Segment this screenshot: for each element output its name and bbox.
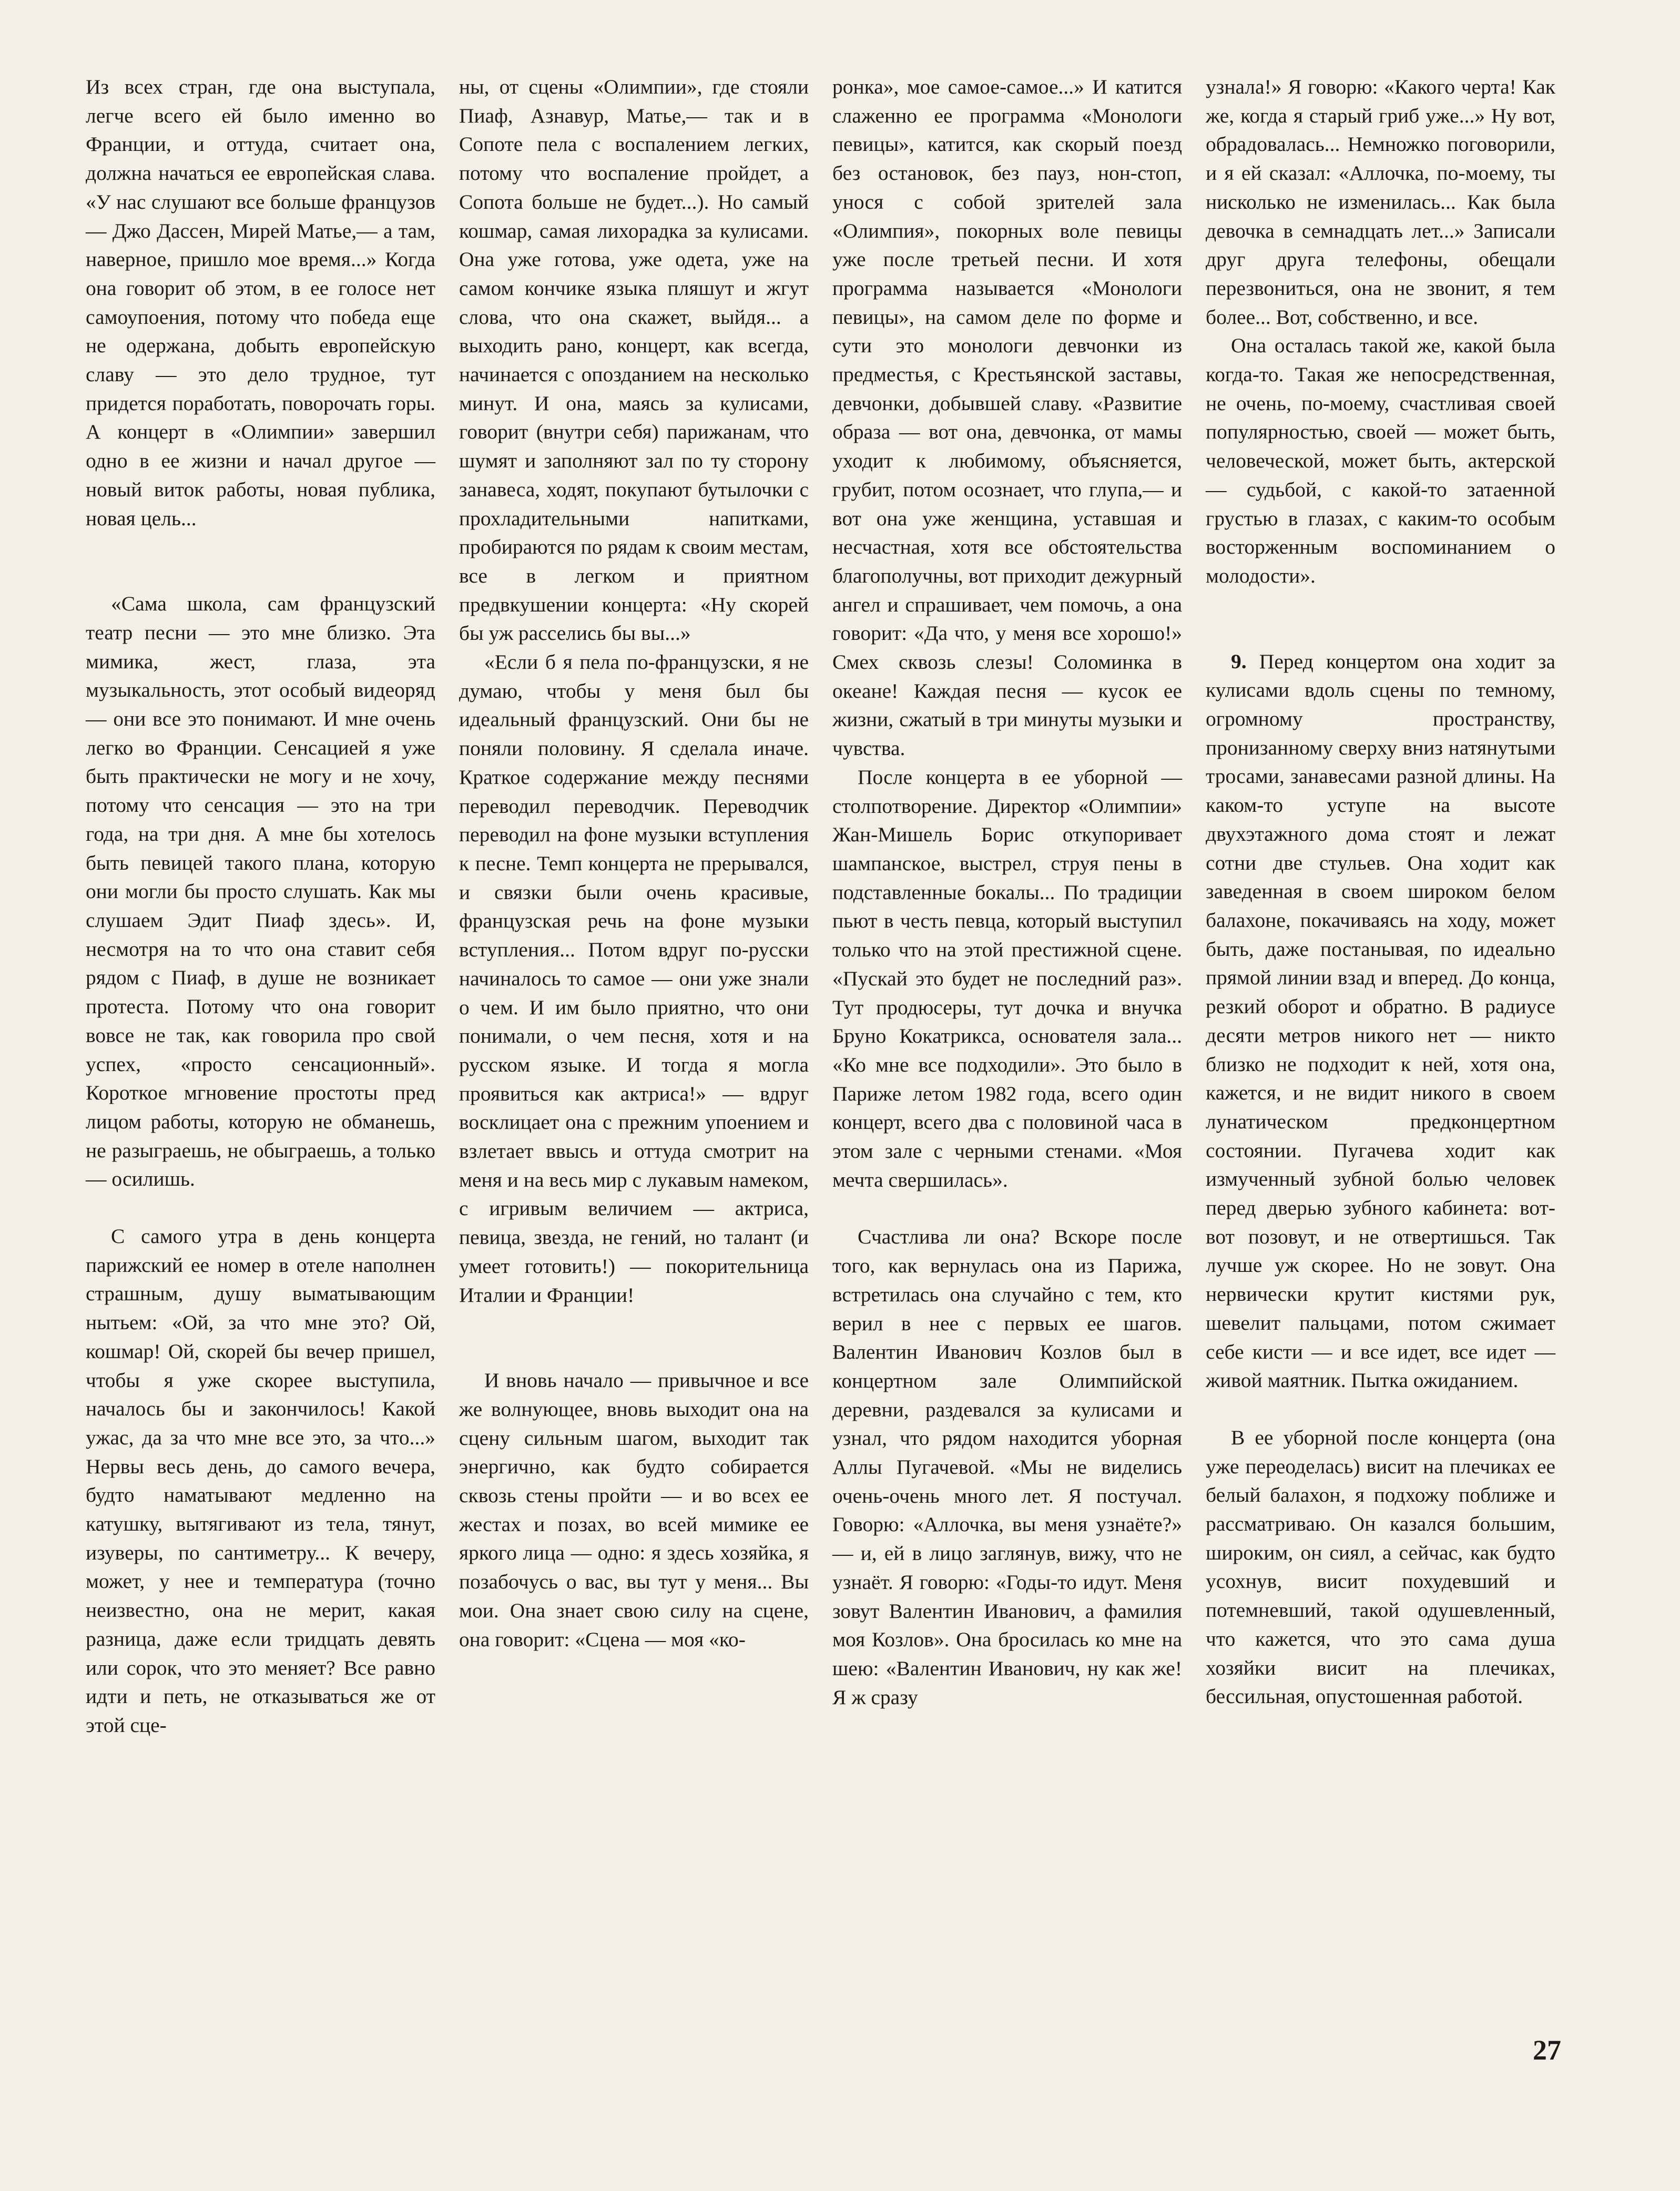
text-column-4	[1206, 73, 1555, 1711]
paragraph-text: Перед концертом она ходит за кулисами вдоль сцены по темному, огромному пространству, пронизанному сверху вниз натянутыми тросами, занавесами разной длины. На каком-то уступе на высоте двухэтажного дома стоят и лежат сотни две стульев. Она ходит как заведенная в своем широком белом балахоне, покачиваясь на ходу, может быть, даже постанывая, по идеально прямой линии взад и вперед. До конца, резкий оборот и обратно. В радиусе десяти метров никого нет — никто близко не подходит к ней, хотя она, кажется, и не видит никого в своем лунатическом предконцертном состоянии. Пугачева ходит как измученный зубной болью человек перед дверью зубного кабинета: вот-вот позовут, и не отвертишься. Так лучше уж скорее. Но не зовут. Она нервически крутит кистями рук, шевелит пальцами, потом сжимает себе кисти — и все идет, все идет — живой маятник. Пытка ожиданием.	[1206, 649, 1555, 1392]
section-number: 9.	[1231, 649, 1247, 673]
paragraph: «Если б я пела по-французски, я не думаю, чтобы у меня был бы идеальный французский. Они бы не поняли половину. Я сделала иначе. Краткое содержание между песнями переводил переводчик. Переводчик переводил на фоне музыки вступления к песне. Темп концерта не прерывался, и связки были очень красивые, французская речь на фоне музыки вступления... Потом вдруг по-русски начиналось то самое — они уже знали о чем. И им было приятно, что они понимали, о чем песня, хотя и на русском языке. И тогда я могла проявиться как актриса!» — вдруг восклицает она с прежним упоением и взлетает ввысь и оттуда смотрит на меня и на весь мир с лукавым намеком, с игривым величием — актриса, певица, звезда, не гений, но талант (и умеет готовить!) — покорительница Италии и Франции!	[459, 650, 809, 1307]
paragraph: В ее уборной после концерта (она уже переоделась) висит на плечиках ее белый балахон, я подхожу поближе и рассматриваю. Он казался большим, широким, он сиял, а сейчас, как будто усохнув, висит похудевший и потемневший, такой одушевленный, что кажется, что это сама душа хозяйки висит на плечиках, бессильная, опустошенная работой.	[1206, 1425, 1555, 1708]
text-column-3	[832, 73, 1182, 1711]
paragraph: После концерта в ее уборной — столпотворение. Директор «Олимпии» Жан-Мишель Борис откупоривает шампанское, выстрел, струя пены в подставленные бокалы... По традиции пьют в честь певца, который выступил только что на этой престижной сцене. «Пускай это будет не последний раз». Тут продюсеры, тут дочка и внучка Бруно Кокатрикса, основателя зала... «Ко мне все подходили». Это было в Париже летом 1982 года, всего один концерт, всего два с половиной часа в этом зале с черными стенами. «Моя мечта свершилась».	[832, 765, 1182, 1191]
paragraph: И вновь начало — привычное и все же волнующее, вновь выходит она на сцену сильным шагом, выходит так энергично, как будто собирается сквозь стены пройти — и во всех ее жестах и позах, во всей мимике ее яркого лица — одно: я здесь хозяйка, я позабочусь о вас, вы тут у меня... Вы мои. Она знает свою силу на сцене, она говорит: «Сцена — моя «ко-	[459, 1369, 809, 1651]
paragraph: С самого утра в день концерта парижский ее номер в отеле наполнен страшным, душу выматывающим нытьем: «Ой, за что мне это? Ой, кошмар! Ой, скорей бы вечер пришел, чтобы я уже скорее выступила, началось бы и закончилось! Какой ужас, да за что мне все это, за что...» Нервы весь день, до самого вечера, будто наматывают медленно на катушку, вытягивают из тела, тянут, изуверы, по сантиметру... К вечеру, может, у нее и температура (точно неизвестно, она не мерит, какая разница, даже если тридцать девять или сорок, что это меняет? Все равно идти и петь, не отказываться же от этой сце-	[86, 1225, 435, 1737]
section-paragraph	[1206, 647, 1555, 1395]
paragraph: Из всех стран, где она выступала, легче всего ей было именно во Франции, и оттуда, считает она, должна начаться ее европейская слава. «У нас слушают все больше французов — Джо Дассен, Мирей Матье,— а там, наверное, пришло мое время...» Когда она говорит об этом, в ее голосе нет самоупоения, потому что победа еще не одержана, добыть европейскую славу — это дело трудное, тут придется поработать, поворочать горы. А концерт в «Олимпии» завершил одно в ее жизни и начал другое — новый виток работы, новая публика, новая цель...	[86, 75, 435, 530]
text-column-2	[459, 73, 809, 1654]
paragraph: ны, от сцены «Олимпии», где стояли Пиаф, Азнавур, Матье,— так и в Сопоте пела с воспалением легких, потому что воспаление пройдет, а Сопота больше не будет...). Но самый кошмар, самая лихорадка за кулисами. Она уже готова, уже одета, уже на самом кончике языка пляшут и жгут слова, что она скажет, выйдя... а выходить рано, концерт, как всегда, начинается с опозданием на несколько минут. И она, маясь за кулисами, говорит (внутри себя) парижанам, что шумят и заполняют зал по ту сторону занавеса, ходят, покупают бутылочки с прохладительными напитками, пробираются по рядам к своим местам, все в легком и приятном предвкушении концерта: «Ну скорей бы уж расселись бы вы...»	[459, 75, 809, 645]
paragraph: «Сама школа, сам французский театр песни — это мне близко. Эта мимика, жест, глаза, эта музыкальность, этот особый видеоряд — они все это понимают. И мне очень легко во Франции. Сенсацией я уже быть практически не могу и не хочу, потому что сенсация — это на три года, на три дня. А мне бы хотелось быть певицей такого плана, которую они могли бы просто слушать. Как мы слушаем Эдит Пиаф здесь». И, несмотря на то что она ставит себя рядом с Пиаф, в душе не возникает протеста. Потому что она говорит вовсе не так, как говорила про свой успех, «просто сенсационный». Короткое мгновение простоты пред лицом работы, которую не обманешь, не разыграешь, не обыграешь, а только — осилишь.	[86, 592, 435, 1191]
paragraph: Счастлива ли она? Вскоре после того, как вернулась она из Парижа, встретилась она случайно с тем, кто верил в нее с первых ее шагов. Валентин Иванович Козлов был в концертном зале Олимпийской деревни, раздевался за кулисами и узнал, что рядом находится уборная Аллы Пугачевой. «Мы не виделись очень-очень много лет. Я постучал. Говорю: «Аллочка, вы меня узнаёте?» — и, ей в лицо заглянув, вижу, что не узнаёт. Я говорю: «Годы-то идут. Меня зовут Валентин Иванович, а фамилия моя Козлов». Она бросилась ко мне на шею: «Валентин Иванович, ну как же! Я ж сразу	[832, 1225, 1182, 1709]
paragraph: Она осталась такой же, какой была когда-то. Такая же непосредственная, не очень, по-моему, счастливая своей популярностью, своей — может быть, человеческой, может быть, актерской — судьбой, с какой-то затаенной грустью в глазах, с каким-то особым восторженным воспоминанием о молодости».	[1206, 334, 1555, 587]
page-number: 27	[1533, 2034, 1561, 2066]
text-column-1	[86, 73, 435, 1740]
paragraph: ронка», мое самое-самое...» И катится слаженно ее программа «Монологи певицы», катится, как скорый поезд без остановок, без пауз, нон-стоп, унося с собой зрителей зала «Олимпия», покорных воле певицы уже после третьей песни. И хотя программа называется «Монологи певицы», на самом деле по форме и сути это монологи девчонки из предместья, с Крестьянской заставы, девчонки, добывшей славу. «Развитие образа — вот она, девчонка, от мамы уходит к любимому, объясняется, грубит, потом осознает, что глупа,— и вот она уже женщина, уставшая и несчастная, хотя все обстоятельства благополучны, вот приходит дежурный ангел и спрашивает, чем помочь, а она говорит: «Да что, у меня все хорошо!» Смех сквозь слезы! Соломинка в океане! Каждая песня — кусок ее жизни, сжатый в три минуты музыки и чувства.	[832, 75, 1182, 760]
paragraph: узнала!» Я говорю: «Какого черта! Как же, когда я старый гриб уже...» Ну вот, обрадовалась... Немножко поговорили, и я ей сказал: «Аллочка, по-моему, ты нисколько не изменилась... Как была девочка в семнадцать лет...» Записали друг друга телефоны, обещали перезвониться, она не звонит, я тем более... Вот, собственно, и все.	[1206, 75, 1555, 329]
